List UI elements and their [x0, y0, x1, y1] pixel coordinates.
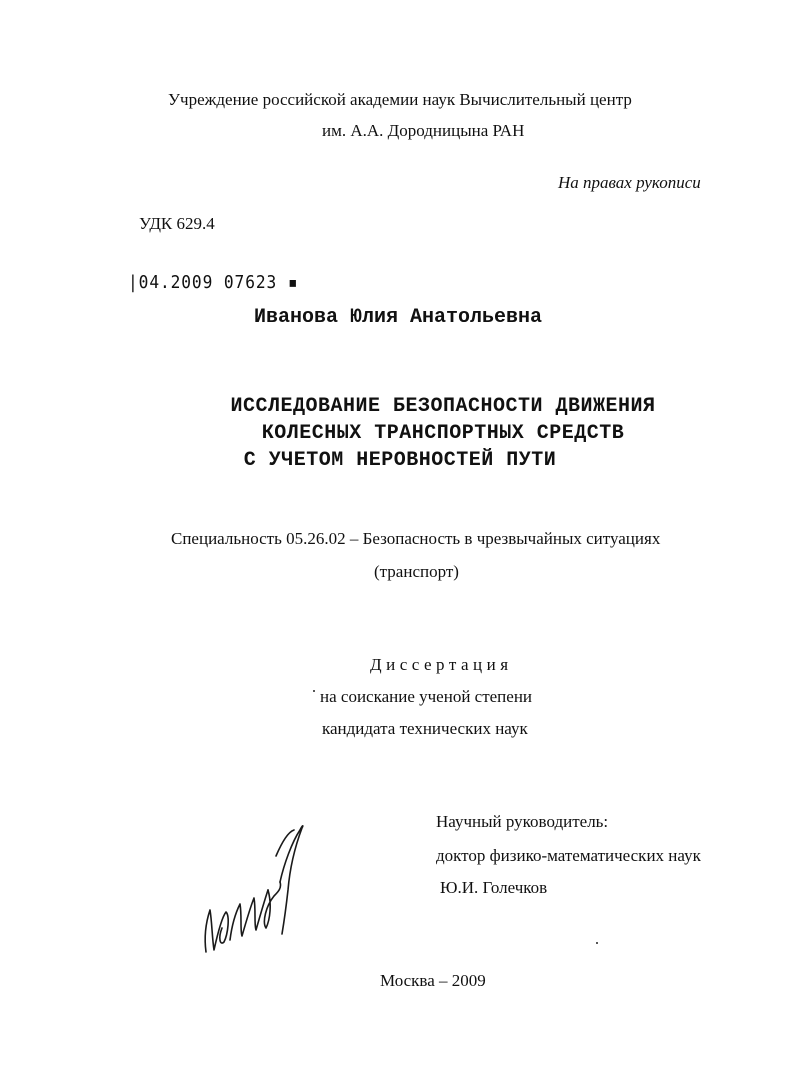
title-line-1: ИССЛЕДОВАНИЕ БЕЗОПАСНОСТИ ДВИЖЕНИЯ	[230, 395, 656, 418]
title-line-2: КОЛЕСНЫХ ТРАНСПОРТНЫХ СРЕДСТВ	[261, 422, 625, 445]
registration-value: 04.2009 07623	[138, 272, 278, 293]
handwritten-signature	[196, 812, 320, 962]
dissertation-degree-line: на соискание ученой степени	[320, 687, 533, 706]
supervisor-label: Научный руководитель:	[436, 812, 609, 831]
specialty-line-2: (транспорт)	[374, 562, 459, 581]
title-line-3: С УЧЕТОМ НЕРОВНОСТЕЙ ПУТИ	[243, 449, 557, 472]
author-name: Иванова Юлия Анатольевна	[253, 306, 543, 329]
udk-code: УДК 629.4	[139, 214, 215, 233]
specialty-line-1: Специальность 05.26.02 – Безопасность в чрезвычайных ситуациях	[171, 529, 661, 548]
city-year: Москва – 2009	[380, 971, 486, 990]
institution-line-2: им. А.А. Дородницына РАН	[322, 121, 525, 140]
supervisor-name: Ю.И. Голечков	[440, 878, 548, 897]
institution-line-1: Учреждение российской академии наук Вычислительный центр	[168, 90, 632, 109]
scan-speck	[596, 942, 598, 944]
scan-speck	[313, 690, 315, 692]
registration-prefix: |	[128, 272, 139, 293]
dissertation-heading: Диссертация	[370, 655, 513, 674]
dissertation-field-line: кандидата технических наук	[322, 719, 528, 738]
supervisor-degree: доктор физико-математических наук	[436, 846, 701, 865]
registration-mark: ▪	[277, 272, 299, 293]
registration-number	[128, 273, 298, 293]
rights-note: На правах рукописи	[558, 173, 701, 192]
